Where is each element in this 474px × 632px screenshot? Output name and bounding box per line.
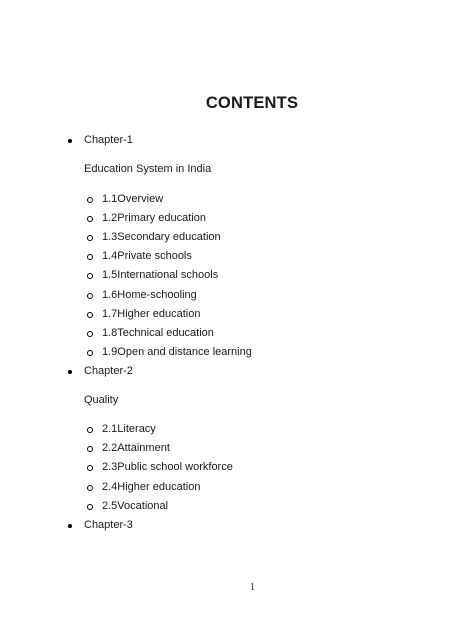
bullet-circle-icon [87,273,93,279]
page-title: CONTENTS [205,94,299,112]
chapter-subtitle: Education System in India [84,163,212,175]
list-item-label: 1.6Home-schooling [102,289,197,301]
list-item-label: 2.2Attainment [102,442,170,454]
bullet-circle-icon [87,293,93,299]
list-item-label: 2.1Literacy [102,423,156,435]
list-item-label: 1.3Secondary education [102,231,221,243]
bullet-circle-icon [87,446,93,452]
bullet-circle-icon [87,350,93,356]
bullet-circle-icon [87,427,93,433]
list-item-label: 1.4Private schools [102,250,192,262]
bullet-circle-icon [87,331,93,337]
list-item-label: 1.1Overview [102,193,164,205]
list-item-label: 1.5International schools [102,269,219,281]
list-item-label: 1.7Higher education [102,308,201,320]
bullet-dot-icon [68,139,72,143]
chapter-label: Chapter-3 [84,519,133,531]
bullet-circle-icon [87,465,93,471]
list-item-label: 2.4Higher education [102,481,201,493]
bullet-circle-icon [87,485,93,491]
list-item-label: 2.5Vocational [102,500,169,512]
bullet-circle-icon [87,254,93,260]
bullet-circle-icon [87,504,93,510]
bullet-dot-icon [68,370,72,374]
bullet-circle-icon [87,235,93,241]
chapter-subtitle: Quality [84,394,119,406]
bullet-dot-icon [68,524,72,528]
bullet-circle-icon [87,197,93,203]
bullet-circle-icon [87,216,93,222]
list-item-label: 1.8Technical education [102,327,214,339]
list-item-label: 1.9Open and distance learning [102,346,252,358]
page-number: 1 [250,582,255,593]
list-item-label: 2.3Public school workforce [102,461,233,473]
bullet-circle-icon [87,312,93,318]
chapter-label: Chapter-1 [84,134,133,146]
chapter-label: Chapter-2 [84,365,133,377]
list-item-label: 1.2Primary education [102,212,206,224]
